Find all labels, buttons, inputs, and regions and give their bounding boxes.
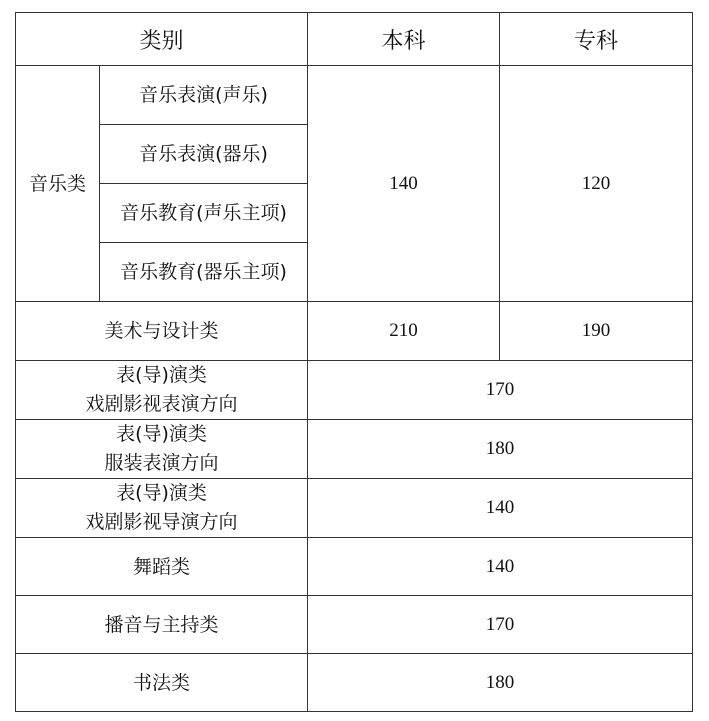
table-row — [16, 420, 693, 479]
category-score: 140 — [308, 538, 693, 596]
music-college-score: 120 — [500, 66, 693, 302]
category-score: 180 — [308, 654, 693, 712]
score-table — [15, 12, 693, 712]
art-college-score: 190 — [500, 302, 693, 361]
category-line2: 服装表演方向 — [104, 452, 219, 474]
header-category: 类别 — [16, 13, 308, 66]
header-college: 专科 — [500, 13, 693, 66]
table-row — [16, 479, 693, 538]
category-line1: 表(导)演类 — [116, 364, 207, 386]
category-score: 180 — [308, 420, 693, 479]
category-label: 书法类 — [16, 654, 308, 712]
music-sub-label: 音乐表演(器乐) — [100, 125, 308, 184]
music-sub-label: 音乐教育(器乐主项) — [100, 243, 308, 302]
music-bachelor-score: 140 — [308, 66, 500, 302]
table-row — [16, 596, 693, 654]
category-line2: 戏剧影视导演方向 — [85, 511, 238, 533]
music-group-label: 音乐类 — [16, 66, 100, 302]
category-line1: 表(导)演类 — [116, 482, 207, 504]
music-sub-label: 音乐教育(声乐主项) — [100, 184, 308, 243]
art-bachelor-score: 210 — [308, 302, 500, 361]
header-row — [16, 13, 693, 66]
table-row — [16, 302, 693, 361]
table-row — [16, 66, 693, 125]
category-score: 170 — [308, 596, 693, 654]
category-line2: 戏剧影视表演方向 — [85, 393, 238, 415]
art-label: 美术与设计类 — [16, 302, 308, 361]
category-line1: 表(导)演类 — [116, 423, 207, 445]
category-score: 140 — [308, 479, 693, 538]
category-label: 舞蹈类 — [16, 538, 308, 596]
table-row — [16, 361, 693, 420]
music-sub-label: 音乐表演(声乐) — [100, 66, 308, 125]
header-bachelor: 本科 — [308, 13, 500, 66]
category-label — [16, 420, 308, 479]
category-label: 播音与主持类 — [16, 596, 308, 654]
table-row — [16, 654, 693, 712]
category-label — [16, 361, 308, 420]
category-score: 170 — [308, 361, 693, 420]
category-label — [16, 479, 308, 538]
table-row — [16, 538, 693, 596]
